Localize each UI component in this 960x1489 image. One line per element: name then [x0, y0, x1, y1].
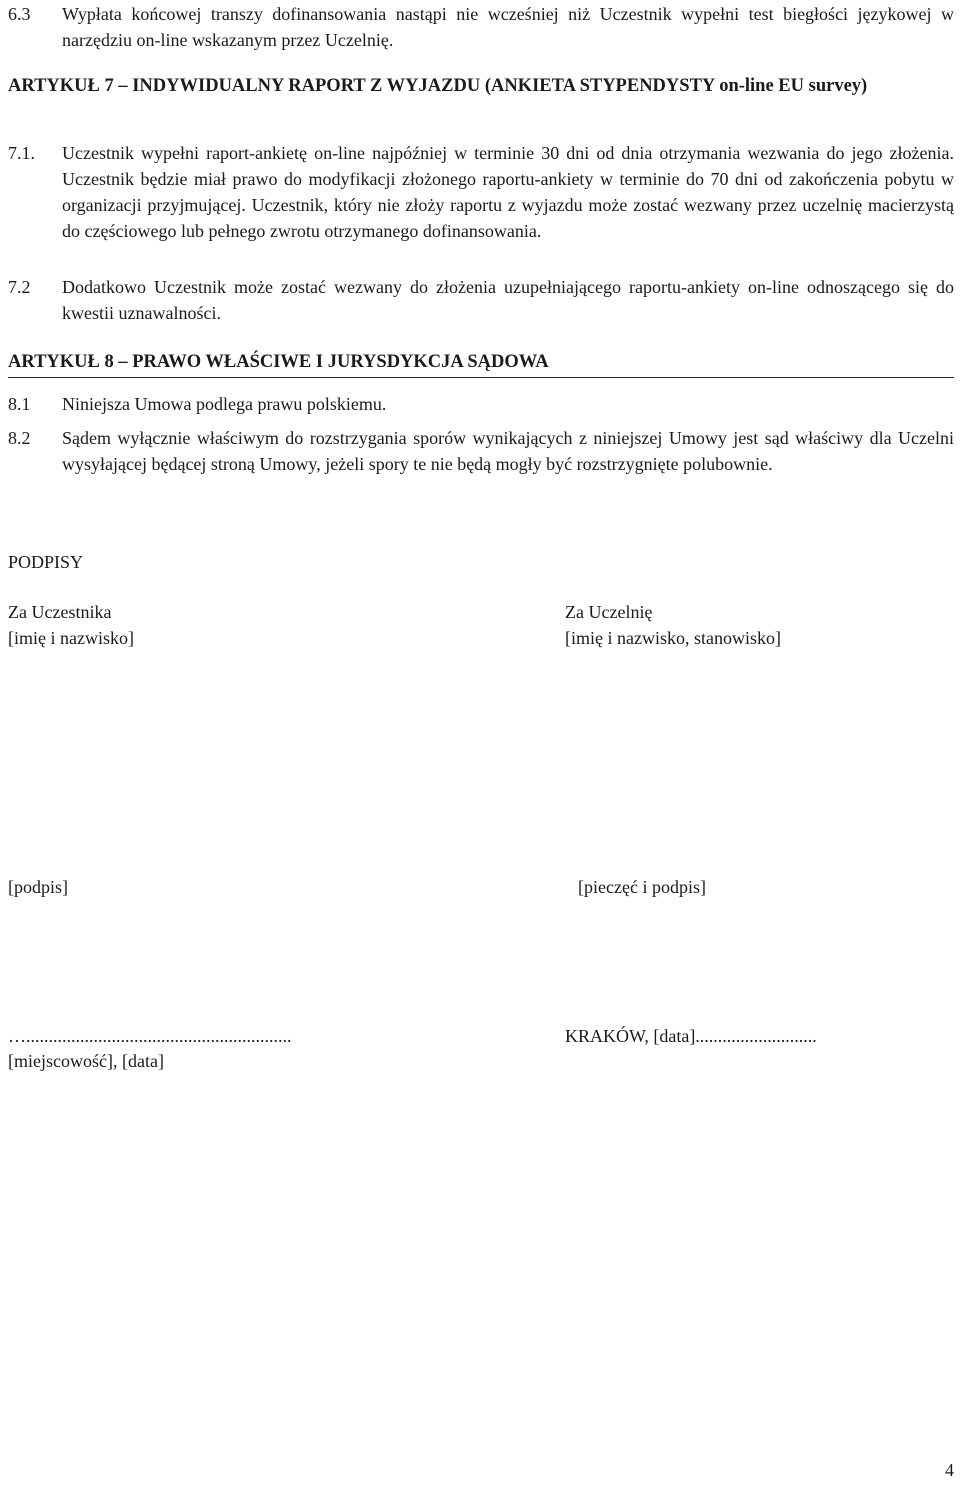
heading-underline: [8, 377, 954, 378]
section-8-2: [8, 425, 954, 477]
section-text: Wypłata końcowej transzy dofinansowania nastąpi nie wcześniej niż Uczestnik wypełni test biegłości językowej w narzędziu on-line wskazanym przez Uczelnię.: [62, 4, 954, 50]
section-text: Sądem wyłącznie właściwym do rozstrzygania sporów wynikających z niniejszej Umowy jest sąd właściwy dla Uczelni wysyłającej będącej stroną Umowy, jeżeli spory te nie będą mogły być rozstrzygnięte polubownie.: [62, 428, 954, 474]
section-8-1: [8, 391, 954, 417]
article-7-heading-text: ARTYKUŁ 7 – INDYWIDUALNY RAPORT Z WYJAZDU (ANKIETA STYPENDYSTY on-line EU survey): [8, 76, 868, 96]
section-number: 7.1.: [8, 143, 35, 163]
section-text: Uczestnik wypełni raport-ankietę on-line najpóźniej w terminie 30 dni od dnia otrzymania wezwania do jego złożenia. Uczestnik będzie miał prawo do modyfikacji złożonego raportu-ankiety w terminie do 70 dni od zakończenia pobytu w organizacji przyjmującej. Uczestnik, który nie złoży raportu z wyjazdu może zostać wezwany przez uczelnię macierzystą do częściowego lub pełnego zwrotu otrzymanego dofinansowania.: [62, 143, 954, 241]
section-7-1: [8, 140, 954, 244]
section-number: 8.1: [8, 394, 31, 414]
section-number: 7.2: [8, 277, 31, 297]
article-7-heading: [8, 73, 954, 100]
section-number: 6.3: [8, 4, 31, 24]
section-7-2: [8, 274, 954, 326]
page-number: 4: [945, 1460, 954, 1480]
section-number: 8.2: [8, 428, 31, 448]
signatures-title: PODPISY: [8, 552, 84, 572]
right-name-placeholder: [imię i nazwisko, stanowisko]: [565, 628, 781, 648]
right-party-label: Za Uczelnię: [565, 602, 653, 622]
section-text: Niniejsza Umowa podlega prawu polskiemu.: [62, 394, 387, 414]
article-8-heading-text: ARTYKUŁ 8 – PRAWO WŁAŚCIWE I JURYSDYKCJA SĄDOWA: [8, 352, 549, 372]
left-signature-placeholder: [podpis]: [8, 877, 68, 897]
right-place-date: KRAKÓW, [data]...........................: [565, 1026, 817, 1046]
section-6-3: [8, 1, 954, 53]
left-place-dots: …...........................................................: [8, 1026, 292, 1046]
right-signature-placeholder: [pieczęć i podpis]: [578, 877, 706, 897]
left-name-placeholder: [imię i nazwisko]: [8, 628, 134, 648]
section-text: Dodatkowo Uczestnik może zostać wezwany do złożenia uzupełniającego raportu-ankiety on-line odnoszącego się do kwestii uznawalności.: [62, 277, 954, 323]
left-place-date: [miejscowość], [data]: [8, 1051, 164, 1071]
left-party-label: Za Uczestnika: [8, 602, 112, 622]
article-8-heading: [8, 349, 954, 378]
